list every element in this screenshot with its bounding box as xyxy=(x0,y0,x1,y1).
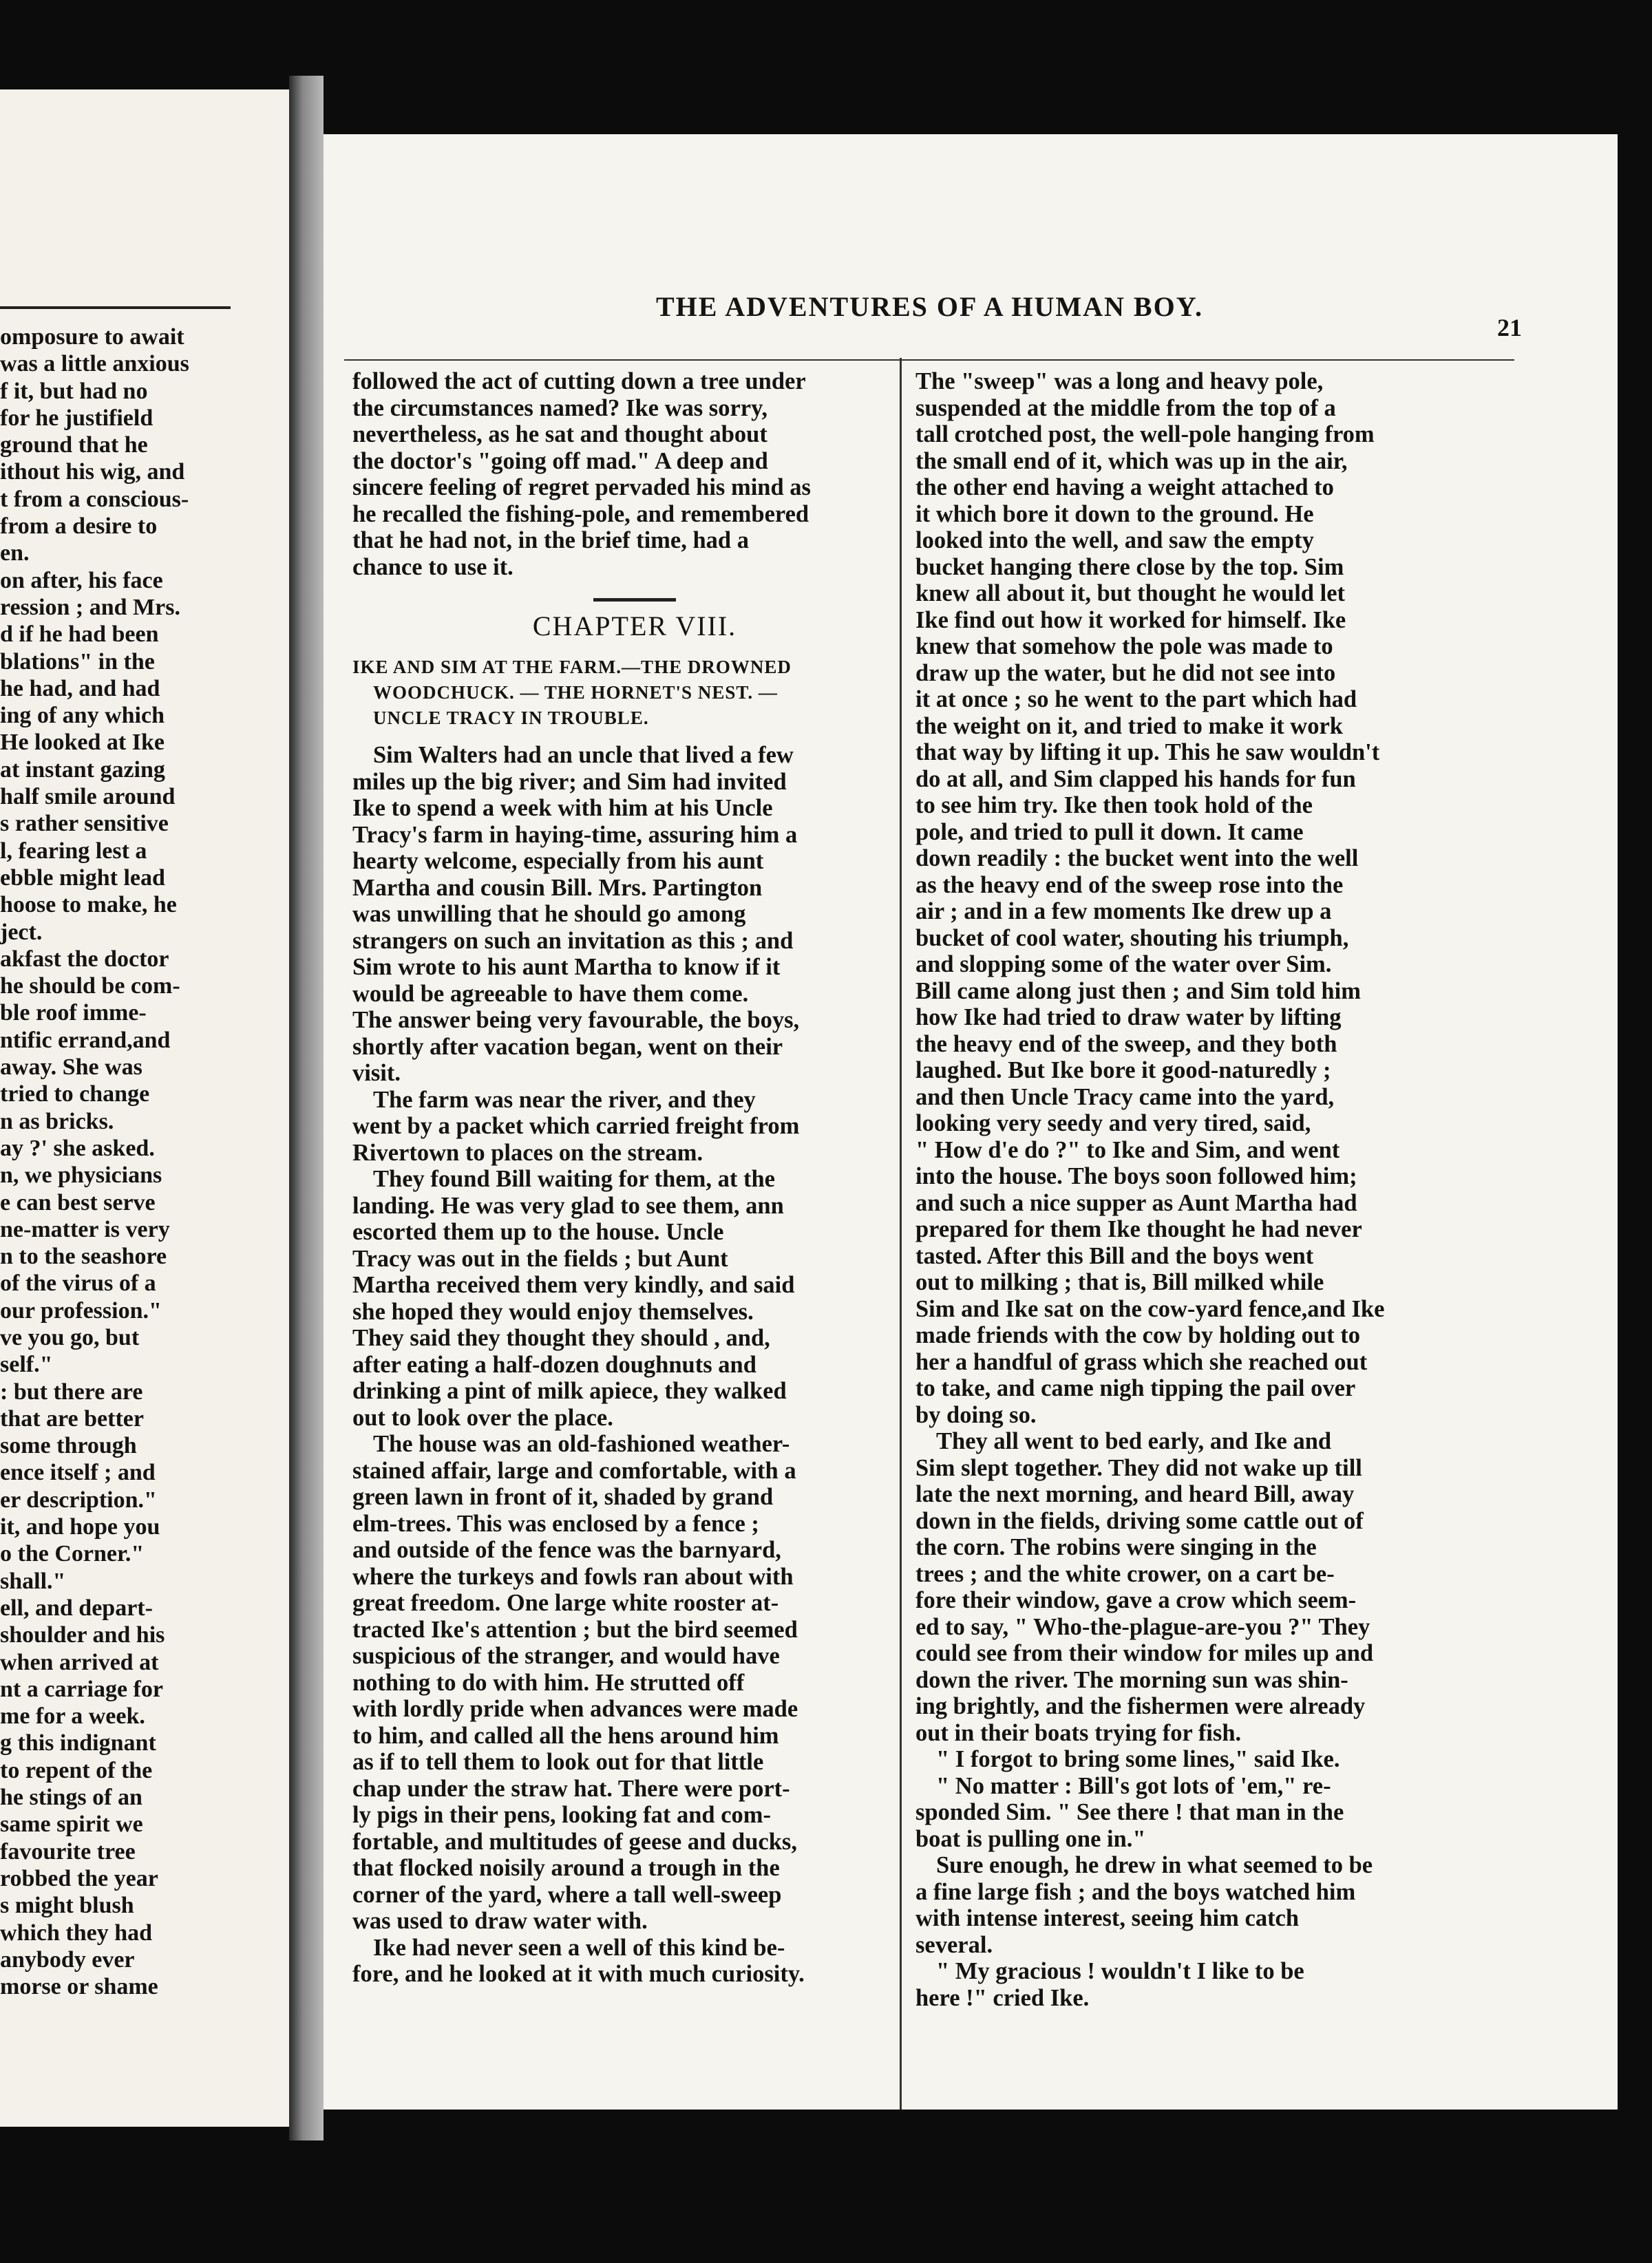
chapter-title: CHAPTER VIII. xyxy=(532,610,737,641)
facing-page-line: favourite tree xyxy=(0,1838,136,1864)
text-line: great freedom. One large white rooster at- xyxy=(352,1590,779,1616)
text-line: The farm was near the river, and they xyxy=(373,1086,756,1113)
text-line: that way by lifting it up. This he saw wouldn't xyxy=(915,739,1380,765)
facing-page-line: of the virus of a xyxy=(0,1271,156,1297)
text-line: " How d'e do ?" to Ike and Sim, and went xyxy=(915,1136,1340,1163)
text-line: nothing to do with him. He strutted off xyxy=(352,1669,745,1696)
text-line: ly pigs in their pens, looking fat and com- xyxy=(352,1802,771,1828)
facing-page-line: n as bricks. xyxy=(0,1108,114,1134)
text-line: looking very seedy and very tired, said, xyxy=(915,1110,1311,1136)
text-line: Rivertown to places on the stream. xyxy=(352,1139,703,1166)
text-line: miles up the big river; and Sim had invited xyxy=(352,768,787,795)
text-line: prepared for them Ike thought he had never xyxy=(915,1216,1362,1242)
facing-page-line: o the Corner." xyxy=(0,1541,145,1567)
facing-page-line: ne-matter is very xyxy=(0,1216,170,1242)
text-line: it which bore it down to the ground. He xyxy=(915,500,1314,527)
text-line: her a handful of grass which she reached out xyxy=(915,1348,1368,1375)
text-line: sponded Sim. " See there ! that man in the xyxy=(915,1799,1344,1825)
facing-page-line: anybody ever xyxy=(0,1946,135,1973)
text-line: the heavy end of the sweep, and they both xyxy=(915,1030,1337,1057)
facing-page-line: ve you go, but xyxy=(0,1324,140,1350)
text-line: bucket of cool water, shouting his triumph, xyxy=(915,924,1349,951)
text-line: he recalled the fishing-pole, and remembered xyxy=(352,500,809,527)
facing-page-line: some through xyxy=(0,1433,137,1459)
facing-page-line: our profession." xyxy=(0,1297,162,1324)
facing-page-line: away. She was xyxy=(0,1054,142,1081)
text-line: Tracy's farm in haying-time, assuring him a xyxy=(352,821,798,848)
text-line: tracted Ike's attention ; but the bird seemed xyxy=(352,1616,798,1643)
facing-page-line: He looked at Ike xyxy=(0,730,165,756)
facing-page-line: on after, his face xyxy=(0,567,163,593)
text-line: after eating a half-dozen doughnuts and xyxy=(352,1351,756,1378)
facing-page-line: akfast the doctor xyxy=(0,946,169,972)
text-line: stained affair, large and comfortable, with a xyxy=(352,1457,796,1484)
text-line: out to look over the place. xyxy=(352,1404,613,1431)
column-left xyxy=(352,368,917,1988)
facing-page-line: hoose to make, he xyxy=(0,892,177,918)
chapter-summary xyxy=(352,655,917,731)
text-line: as the heavy end of the sweep rose into the xyxy=(915,871,1344,898)
facing-page-line: ell, and depart- xyxy=(0,1595,153,1621)
text-line: The "sweep" was a long and heavy pole, xyxy=(915,368,1324,394)
facing-page-line: blations" in the xyxy=(0,648,155,674)
text-line: They all went to bed early, and Ike and xyxy=(936,1428,1332,1454)
text-line: Tracy was out in the fields ; but Aunt xyxy=(352,1245,728,1272)
text-line: corner of the yard, where a tall well-sweep xyxy=(352,1881,782,1908)
text-line: down readily : the bucket went into the well xyxy=(915,845,1359,871)
facing-page-line: shoulder and his xyxy=(0,1622,165,1648)
facing-page-line: same spirit we xyxy=(0,1812,143,1838)
header-rule xyxy=(344,359,1514,361)
facing-page-line: ble roof imme- xyxy=(0,1000,147,1026)
facing-page-line: en. xyxy=(0,540,30,566)
text-line: nevertheless, as he sat and thought about xyxy=(352,421,767,447)
text-line: ed to say, " Who-the-plague-are-you ?" They xyxy=(915,1613,1370,1640)
text-line: and slopping some of the water over Sim. xyxy=(915,951,1332,977)
text-line: several. xyxy=(915,1931,993,1958)
facing-page-line: f it, but had no xyxy=(0,378,148,404)
facing-page-line: : but there are xyxy=(0,1379,143,1405)
facing-page-line: he had, and had xyxy=(0,675,160,701)
facing-page-line: tried to change xyxy=(0,1081,150,1107)
facing-page-line: that are better xyxy=(0,1405,144,1432)
text-line: that flocked noisily around a trough in the xyxy=(352,1855,780,1881)
text-line: the other end having a weight attached to xyxy=(915,474,1334,500)
chapter-body xyxy=(352,742,917,1988)
text-line: suspended at the middle from the top of a xyxy=(915,394,1336,421)
text-line: strangers on such an invitation as this ; and xyxy=(352,927,794,954)
facing-page-rule xyxy=(0,306,231,309)
text-line: into the house. The boys soon followed him; xyxy=(915,1163,1357,1189)
column-right xyxy=(915,368,1501,2011)
text-line: suspicious of the stranger, and would have xyxy=(352,1643,780,1669)
facing-page-line: d if he had been xyxy=(0,621,159,648)
text-line: out in their boats trying for fish. xyxy=(915,1719,1242,1746)
text-line: as if to tell them to look out for that little xyxy=(352,1749,764,1775)
facing-page-line: robbed the year xyxy=(0,1865,158,1891)
text-line: the circumstances named? Ike was sorry, xyxy=(352,394,768,421)
summary-line: UNCLE TRACY IN TROUBLE. xyxy=(373,708,649,728)
text-line: They said they thought they should , and, xyxy=(352,1325,770,1351)
facing-page-line: shall." xyxy=(0,1568,66,1594)
text-line: The answer being very favourable, the boys, xyxy=(352,1007,800,1033)
text-line: followed the act of cutting down a tree under xyxy=(352,368,806,394)
text-line: boat is pulling one in." xyxy=(915,1825,1146,1852)
text-line: do at all, and Sim clapped his hands for fun xyxy=(915,765,1356,792)
text-line: " No matter : Bill's got lots of 'em," re- xyxy=(936,1772,1331,1799)
text-line: was unwilling that he should go among xyxy=(352,901,746,927)
text-line: and outside of the fence was the barnyard, xyxy=(352,1537,781,1563)
facing-page-line: ject. xyxy=(0,919,43,945)
facing-page-line: to repent of the xyxy=(0,1757,153,1783)
text-line: knew that somehow the pole was made to xyxy=(915,633,1333,659)
text-line: Sim Walters had an uncle that lived a few xyxy=(373,742,794,768)
text-line: fore their window, gave a crow which seem- xyxy=(915,1587,1357,1613)
facing-page-line: ing of any which xyxy=(0,703,165,729)
text-line: The house was an old-fashioned weather- xyxy=(373,1431,790,1457)
text-line: down in the fields, driving some cattle out of xyxy=(915,1507,1364,1534)
text-line: with intense interest, seeing him catch xyxy=(915,1905,1300,1931)
text-line: Bill came along just then ; and Sim told him xyxy=(915,977,1361,1004)
text-line: by doing so. xyxy=(915,1401,1037,1428)
text-line: to take, and came nigh tipping the pail over xyxy=(915,1375,1356,1401)
facing-page-line: er description." xyxy=(0,1487,157,1513)
text-line: chance to use it. xyxy=(352,553,513,580)
text-line: drinking a pint of milk apiece, they walked xyxy=(352,1378,787,1404)
facing-page-line: me for a week. xyxy=(0,1703,145,1730)
text-line: how Ike had tried to draw water by lifting xyxy=(915,1004,1342,1030)
facing-page-line: when arrived at xyxy=(0,1649,159,1675)
running-head: THE ADVENTURES OF A HUMAN BOY. xyxy=(656,291,1203,322)
chapter-rule xyxy=(593,598,676,602)
text-line: made friends with the cow by holding out to xyxy=(915,1322,1360,1348)
text-line: fortable, and multitudes of geese and ducks, xyxy=(352,1828,797,1855)
facing-page-text xyxy=(0,323,234,2000)
text-line: bucket hanging there close by the top. Sim xyxy=(915,553,1344,580)
text-line: could see from their window for miles up and xyxy=(915,1640,1374,1666)
text-line: " My gracious ! wouldn't I like to be xyxy=(936,1958,1304,1984)
text-line: Sim wrote to his aunt Martha to know if it xyxy=(352,954,781,980)
text-line: down the river. The morning sun was shin- xyxy=(915,1666,1348,1693)
text-line: knew all about it, but thought he would let xyxy=(915,580,1345,606)
facing-page-line: for he justifield xyxy=(0,405,153,431)
text-line: out to milking ; that is, Bill milked while xyxy=(915,1269,1324,1295)
facing-page-line: he should be com- xyxy=(0,973,180,999)
text-line: fore, and he looked at it with much curiosity. xyxy=(352,1961,805,1987)
facing-page-line: at instant gazing xyxy=(0,756,165,783)
facing-page-line: g this indignant xyxy=(0,1730,156,1756)
facing-page-line: e can best serve xyxy=(0,1189,156,1215)
facing-page-line: omposure to await xyxy=(0,324,184,350)
text-line: Sure enough, he drew in what seemed to be xyxy=(936,1852,1373,1878)
text-line: went by a packet which carried freight from xyxy=(352,1113,800,1139)
text-line: elm-trees. This was enclosed by a fence ; xyxy=(352,1510,759,1537)
text-line: tall crotched post, the well-pole hanging from xyxy=(915,421,1375,447)
text-line: landing. He was very glad to see them, ann xyxy=(352,1192,784,1219)
facing-page-line: ression ; and Mrs. xyxy=(0,594,180,620)
facing-page-line: n to the seashore xyxy=(0,1244,167,1270)
text-line: to see him try. Ike then took hold of the xyxy=(915,792,1313,818)
column-right-body xyxy=(915,368,1501,2011)
facing-page-line: he stings of an xyxy=(0,1785,142,1811)
text-line: green lawn in front of it, shaded by grand xyxy=(352,1484,774,1510)
text-line: visit. xyxy=(352,1060,401,1086)
text-line: Ike to spend a week with him at his Uncle xyxy=(352,795,773,821)
opening-paragraph xyxy=(352,368,917,580)
facing-page-line: l, fearing lest a xyxy=(0,838,147,864)
page-number: 21 xyxy=(1497,314,1522,341)
text-line: Sim slept together. They did not wake up till xyxy=(915,1454,1362,1481)
facing-page-line: ntific errand,and xyxy=(0,1027,171,1053)
facing-page-line: ithout his wig, and xyxy=(0,459,185,485)
text-line: it at once ; so he went to the part which had xyxy=(915,686,1357,712)
text-line: the weight on it, and tried to make it work xyxy=(915,712,1343,739)
text-line: air ; and in a few moments Ike drew up a xyxy=(915,898,1332,924)
text-line: ing brightly, and the fishermen were already xyxy=(915,1693,1366,1719)
text-line: was used to draw water with. xyxy=(352,1908,648,1934)
text-line: trees ; and the white crower, on a cart be- xyxy=(915,1560,1335,1587)
text-line: Ike had never seen a well of this kind be- xyxy=(373,1934,785,1961)
facing-page-line: s might blush xyxy=(0,1893,134,1919)
facing-page-line: self." xyxy=(0,1352,53,1378)
facing-page-line: was a little anxious xyxy=(0,351,189,377)
text-line: Martha and cousin Bill. Mrs. Partington xyxy=(352,874,763,901)
text-line: she hoped they would enjoy themselves. xyxy=(352,1298,754,1325)
facing-page-line: t from a conscious- xyxy=(0,486,189,512)
text-line: with lordly pride when advances were made xyxy=(352,1696,798,1722)
text-line: draw up the water, but he did not see into xyxy=(915,659,1336,686)
text-line: the doctor's "going off mad." A deep and xyxy=(352,447,768,474)
text-line: and such a nice supper as Aunt Martha had xyxy=(915,1189,1357,1216)
text-line: that he had not, in the brief time, had a xyxy=(352,527,749,553)
facing-page-line: n, we physicians xyxy=(0,1162,162,1189)
text-line: " I forgot to bring some lines," said Ike. xyxy=(936,1746,1340,1772)
summary-line: IKE AND SIM AT THE FARM.—THE DROWNED xyxy=(352,657,792,677)
facing-page-line: morse or shame xyxy=(0,1974,158,2000)
facing-page-line: from a desire to xyxy=(0,513,158,540)
text-line: shortly after vacation began, went on their xyxy=(352,1033,783,1060)
facing-page-line: nt a carriage for xyxy=(0,1676,163,1702)
book-gutter xyxy=(289,76,324,2140)
facing-page-line: s rather sensitive xyxy=(0,811,169,837)
text-line: hearty welcome, especially from his aunt xyxy=(352,848,764,874)
facing-page-line: half smile around xyxy=(0,784,176,810)
text-line: escorted them up to the house. Uncle xyxy=(352,1219,724,1245)
text-line: Ike find out how it worked for himself. Ike xyxy=(915,606,1346,633)
summary-line: WOODCHUCK. — THE HORNET'S NEST. — xyxy=(373,682,778,703)
text-line: Martha received them very kindly, and said xyxy=(352,1272,795,1298)
text-line: Sim and Ike sat on the cow-yard fence,and Ike xyxy=(915,1295,1385,1322)
text-line: a fine large fish ; and the boys watched him xyxy=(915,1878,1356,1905)
text-line: the corn. The robins were singing in the xyxy=(915,1534,1317,1560)
facing-page-line: which they had xyxy=(0,1920,153,1946)
facing-page-line: it, and hope you xyxy=(0,1514,160,1540)
facing-page-line: ground that he xyxy=(0,432,148,458)
text-line: here !" cried Ike. xyxy=(915,1984,1090,2011)
text-line: to him, and called all the hens around him xyxy=(352,1722,779,1749)
text-line: tasted. After this Bill and the boys went xyxy=(915,1242,1314,1269)
text-line: chap under the straw hat. There were port- xyxy=(352,1775,790,1802)
facing-page-line: ence itself ; and xyxy=(0,1460,156,1486)
text-line: would be agreeable to have them come. xyxy=(352,980,749,1007)
facing-page-line: ay ?' she asked. xyxy=(0,1135,155,1161)
text-line: sincere feeling of regret pervaded his mind as xyxy=(352,474,811,500)
text-line: and then Uncle Tracy came into the yard, xyxy=(915,1083,1335,1110)
text-line: pole, and tried to pull it down. It came xyxy=(915,818,1304,845)
text-line: laughed. But Ike bore it good-naturedly ; xyxy=(915,1057,1331,1083)
text-line: They found Bill waiting for them, at the xyxy=(373,1166,775,1192)
text-line: looked into the well, and saw the empty xyxy=(915,527,1314,553)
facing-page-line: ebble might lead xyxy=(0,864,165,891)
text-line: late the next morning, and heard Bill, away xyxy=(915,1481,1355,1507)
text-line: where the turkeys and fowls ran about with xyxy=(352,1563,794,1590)
text-line: the small end of it, which was up in the air, xyxy=(915,447,1348,474)
